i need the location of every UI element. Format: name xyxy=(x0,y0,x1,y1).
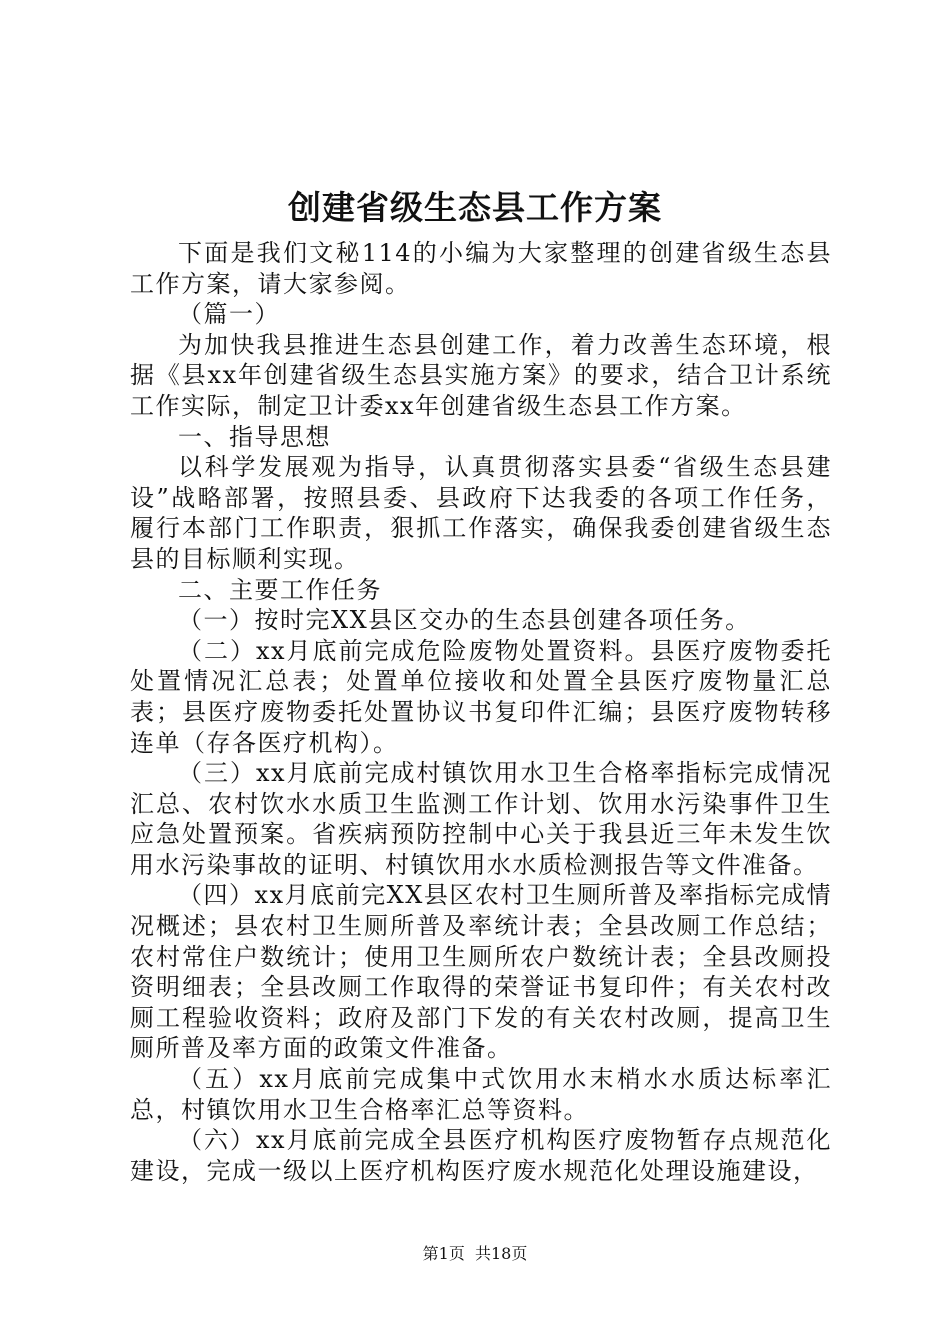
paragraph-task-4: （四）xx月底前完XX县区农村卫生厕所普及率指标完成情况概述；县农村卫生厕所普及率统计表；全县改厕工作总结；农村常住户数统计；使用卫生厕所农户数统计表；全县改厕投资明细表；全县改厕工作取得的荣誉证书复印件；有关农村改厕工程验收资料；政府及部门下发的有关农村改厕，提高卫生厕所普及率方面的政策文件准备。 xyxy=(130,881,832,1063)
document-body xyxy=(130,238,832,1186)
paragraph-part-one: （篇一） xyxy=(178,300,280,329)
heading-guiding-thought: 一、指导思想 xyxy=(178,422,331,451)
paragraph-intro: 下面是我们文秘114的小编为大家整理的创建省级生态县工作方案，请大家参阅。 xyxy=(130,239,832,298)
paragraph-task-1: （一）按时完XX县区交办的生态县创建各项任务。 xyxy=(178,606,751,635)
page-number-footer: 第1页 共18页 xyxy=(422,1244,528,1263)
paragraph-task-5: （五）xx月底前完成集中式饮用水末梢水水质达标率汇总，村镇饮用水卫生合格率汇总等资料。 xyxy=(130,1065,832,1124)
document-title: 创建省级生态县工作方案 xyxy=(288,188,662,227)
heading-main-tasks: 二、主要工作任务 xyxy=(178,575,382,604)
paragraph-guiding-thought: 以科学发展观为指导，认真贯彻落实县委“省级生态县建设”战略部署，按照县委、县政府下达我委的各项工作任务，履行本部门工作职责，狠抓工作落实，确保我委创建省级生态县的目标顺利实现。 xyxy=(130,453,832,573)
paragraph-task-6: （六）xx月底前完成全县医疗机构医疗废物暂存点规范化建设，完成一级以上医疗机构医疗废水规范化处理设施建设， xyxy=(130,1126,832,1185)
paragraph-task-2: （二）xx月底前完成危险废物处置资料。县医疗废物委托处置情况汇总表；处置单位接收和处置全县医疗废物量汇总表；县医疗废物委托处置协议书复印件汇编；县医疗废物转移连单（存各医疗机构）。 xyxy=(130,636,832,757)
paragraph-purpose: 为加快我县推进生态县创建工作，着力改善生态环境，根据《县xx年创建省级生态县实施方案》的要求，结合卫计系统工作实际，制定卫计委xx年创建省级生态县工作方案。 xyxy=(130,330,832,420)
paragraph-task-3: （三）xx月底前完成村镇饮用水卫生合格率指标完成情况汇总、农村饮水水质卫生监测工作计划、饮用水污染事件卫生应急处置预案。省疾病预防控制中心关于我县近三年未发生饮用水污染事故的证明、村镇饮用水水质检测报告等文件准备。 xyxy=(130,759,832,879)
